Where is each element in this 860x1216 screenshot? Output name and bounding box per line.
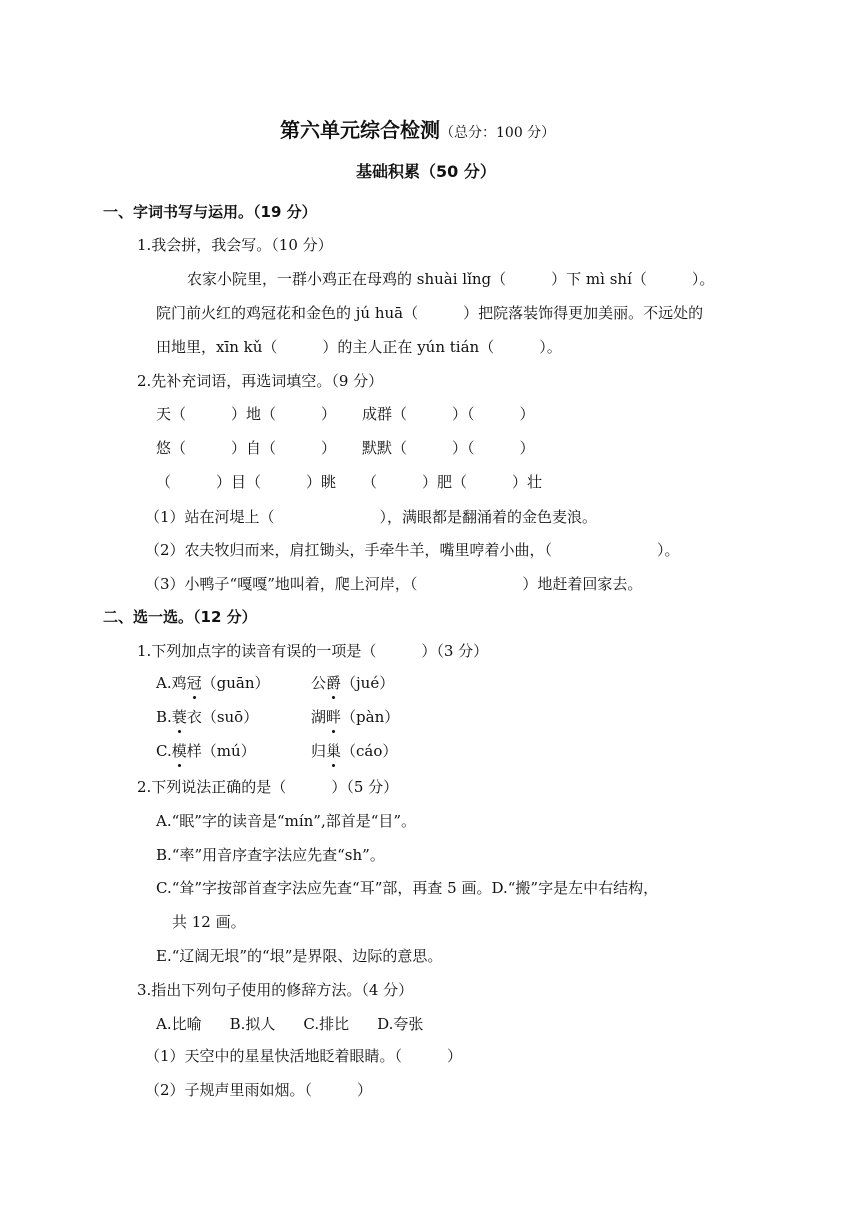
q1-prompt: 1.我会拼，我会写。（10 分） xyxy=(137,236,333,254)
rhetoric-option-c: C.排比 xyxy=(303,1015,350,1033)
fill-sentence-2: （2）农夫牧归而来，肩扛锄头，手牵牛羊，嘴里哼着小曲，（ ）。 xyxy=(145,541,680,559)
title-main: 第六单元综合检测 xyxy=(280,118,440,142)
dotted-char: 爵 xyxy=(326,674,342,692)
option-c1: C.模样（mú） xyxy=(156,742,256,760)
dotted-char: 蓑 xyxy=(171,708,187,726)
q1-passage-line-3: 田地里，xīn kǔ（ ）的主人正在 yún tián（ ）。 xyxy=(156,338,562,356)
page-title xyxy=(280,116,555,147)
choice-q2-prompt: 2.下列说法正确的是（ ）（5 分） xyxy=(137,778,399,796)
q1-passage-line-2: 院门前火红的鸡冠花和金色的 jú huā（ ）把院落装饰得更加美丽。不远处的 xyxy=(156,304,704,322)
choice-q2-option-c-d: C.“耸”字按部首查字法应先查“耳”部，再查 5 画。D.“搬”字是左中右结构， xyxy=(156,879,659,897)
option-c2: 归巢（cáo） xyxy=(311,742,398,760)
idiom-row-1-left: 天（ ）地（ ） xyxy=(156,405,337,423)
choice-q2-option-b: B.“率”用音序查字法应先查“sh”。 xyxy=(156,846,385,864)
q2-prompt: 2.先补充词语，再选词填空。（9 分） xyxy=(137,372,384,390)
idiom-row-1-right: 成群（ ）（ ） xyxy=(362,405,535,423)
rhetoric-option-b: B.拟人 xyxy=(229,1015,276,1033)
rhetoric-options xyxy=(156,1013,423,1035)
choice-q1-prompt: 1.下列加点字的读音有误的一项是（ ）（3 分） xyxy=(137,642,489,660)
idiom-row-3-right: （ ）肥（ ）壮 xyxy=(362,473,543,491)
rhetoric-sentence-2: （2）子规声里雨如烟。（ ） xyxy=(145,1081,373,1099)
fill-sentence-3: （3）小鸭子“嘎嘎”地叫着，爬上河岸，（ ）地赶着回家去。 xyxy=(145,575,643,593)
section-1-heading: 一、字词书写与运用。（19 分） xyxy=(103,203,317,221)
rhetoric-option-a: A.比喻 xyxy=(156,1015,202,1033)
q1-passage-line-1: 农家小院里，一群小鸡正在母鸡的 shuài lǐng（ ）下 mì shí（ ）。 xyxy=(187,270,715,288)
rhetoric-sentence-1: （1）天空中的星星快活地眨着眼睛。（ ） xyxy=(145,1047,463,1065)
idiom-row-3-left: （ ）目（ ）眺 xyxy=(156,473,337,491)
section-2-heading: 二、选一选。（12 分） xyxy=(103,608,257,626)
dotted-char: 冠 xyxy=(186,674,202,692)
idiom-row-2-right: 默默（ ）（ ） xyxy=(362,439,535,457)
choice-q2-option-e: E.“辽阔无垠”的“垠”是界限、边际的意思。 xyxy=(156,947,443,965)
option-b2: 湖畔（pàn） xyxy=(311,708,400,726)
dotted-char: 模 xyxy=(171,742,187,760)
option-a1: A.鸡冠（guān） xyxy=(156,674,270,692)
dotted-char: 畔 xyxy=(326,708,342,726)
choice-q2-option-a: A.“眠”字的读音是“mín”,部首是“目”。 xyxy=(156,812,417,830)
option-b1: B.蓑衣（suō） xyxy=(156,708,259,726)
title-total-score: （总分：100 分） xyxy=(440,125,556,141)
choice-q2-option-d-cont: 共 12 画。 xyxy=(172,913,246,931)
choice-q3-prompt: 3.指出下列句子使用的修辞方法。（4 分） xyxy=(137,981,414,999)
idiom-row-2-left: 悠（ ）自（ ） xyxy=(156,439,337,457)
rhetoric-option-d: D.夸张 xyxy=(377,1015,424,1033)
option-a2: 公爵（jué） xyxy=(311,674,395,692)
dotted-char: 巢 xyxy=(326,742,342,760)
section-subtitle: 基础积累（50 分） xyxy=(356,162,496,181)
fill-sentence-1: （1）站在河堤上（ ），满眼都是翻涌着的金色麦浪。 xyxy=(145,508,598,526)
